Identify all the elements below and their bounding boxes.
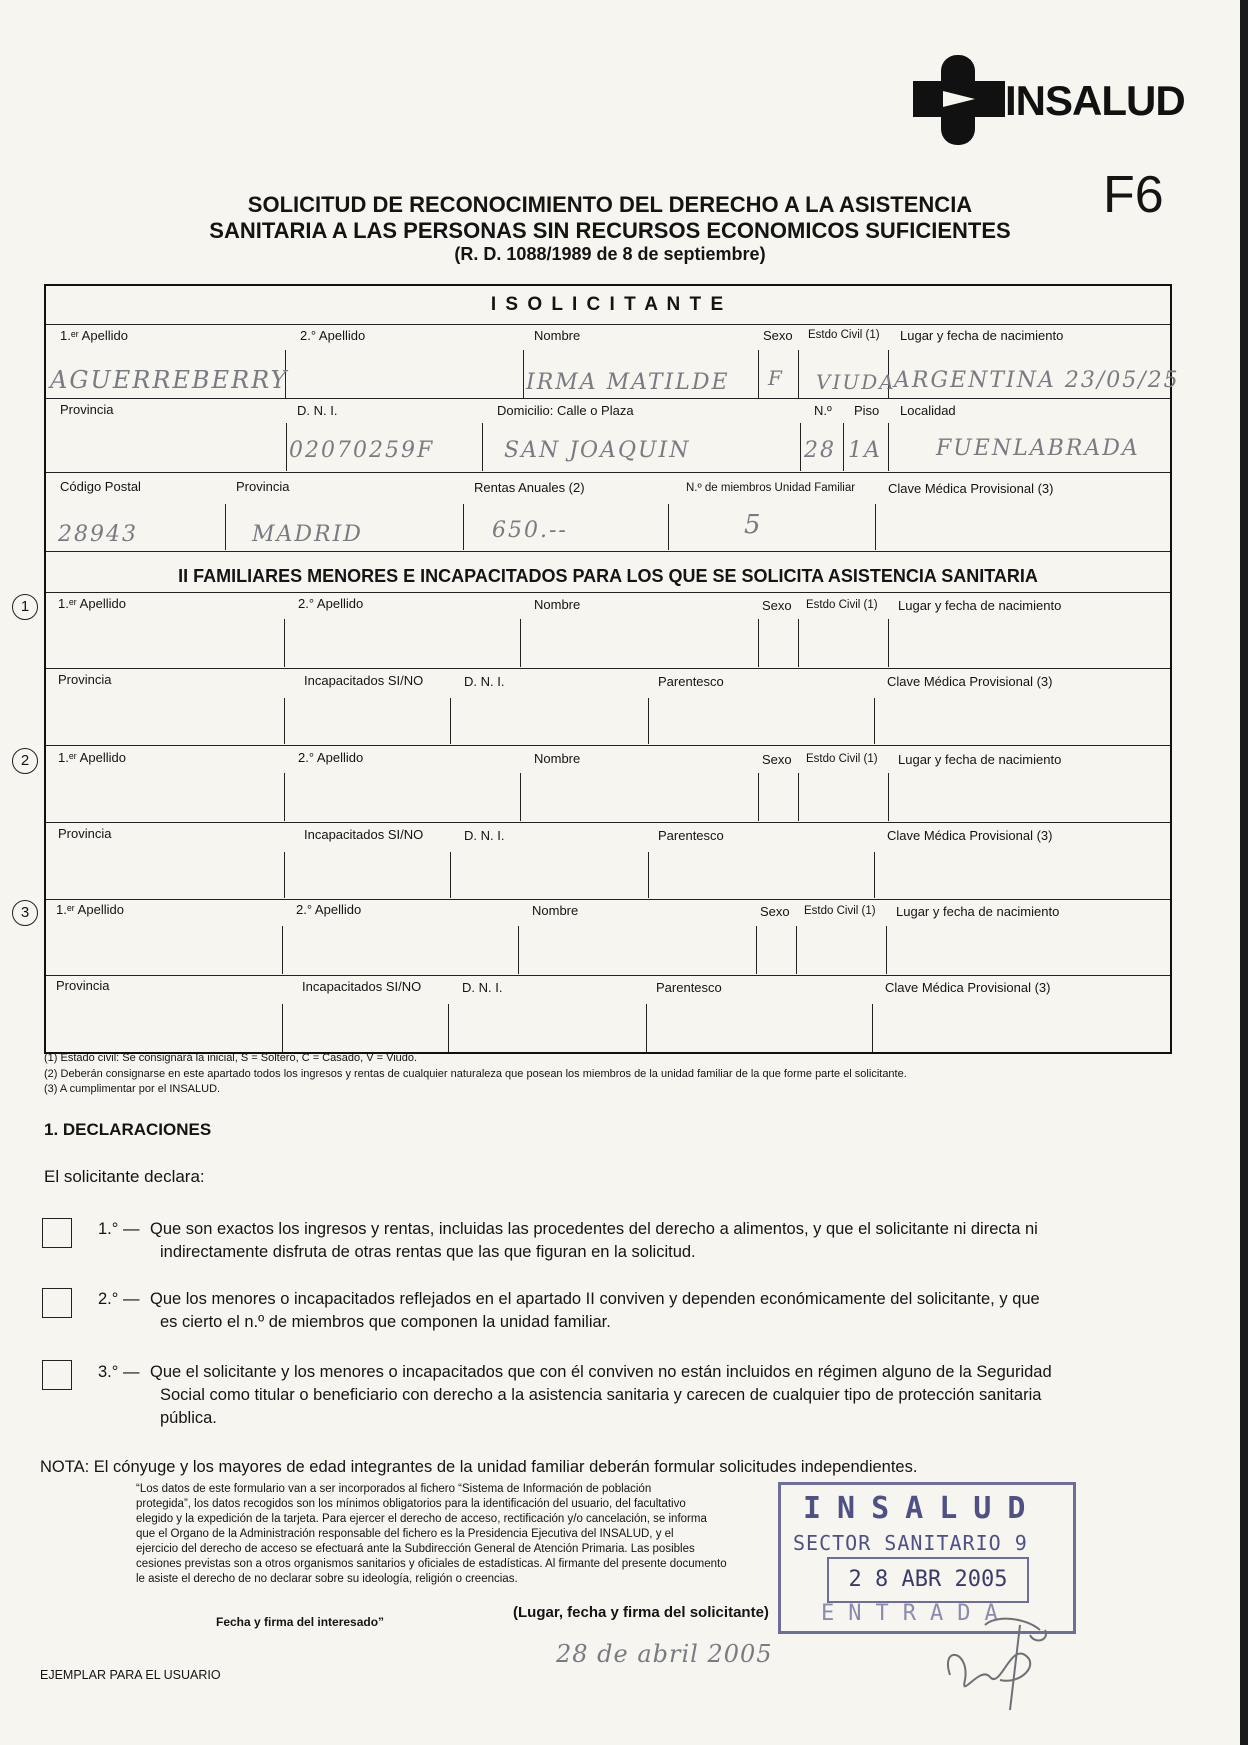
familiar3-label-incapacitados: Incapacitados SI/NO [302,979,422,994]
familiar2-label-estado-civil: Estdo Civil (1) [806,753,878,765]
title-line-1: SOLICITUD DE RECONOCIMIENTO DEL DERECHO A LA ASISTENCIA [247,192,973,217]
value-numero: 28 [804,438,836,463]
label-provincia: Provincia [60,402,114,417]
value-piso: 1A [848,438,882,463]
label-apellido2: 2.° Apellido [300,328,366,343]
declaration-3 [98,1361,1173,1430]
familiar1-label-estado-civil: Estdo Civil (1) [806,599,878,611]
declaration-3-line-1: Que el solicitante y los menores o incapacitados que con él conviven no están incluidos en régimen alguno de la Seguridad [150,1363,1052,1381]
declaraciones-heading: 1. DECLARACIONES [44,1120,212,1139]
privacy-line-7: le asiste el derecho de no declarar sobre su ideología, religión o creencias. [136,1573,518,1585]
familiar1-label-incapacitados: Incapacitados SI/NO [304,673,424,688]
label-apellido1: 1.ᵉʳ Apellido [60,328,128,343]
label-localidad: Localidad [900,403,956,418]
declaration-3-checkbox[interactable] [42,1360,72,1390]
declaration-2-line-2: es cierto el n.º de miembros que componen la unidad familiar. [160,1313,611,1331]
privacy-line-4: que el Organo de la Administración responsable del fichero es la Presidencia Ejecutiva del INSALUD, y el [136,1528,674,1540]
familiar1-label-provincia: Provincia [58,672,112,687]
familiar1-label-lugar-fecha: Lugar y fecha de nacimiento [898,598,1062,613]
label-lugar-fecha: Lugar y fecha de nacimiento [900,328,1064,343]
familiar3-label-provincia: Provincia [56,978,110,993]
value-dni: 02070259F [289,438,435,463]
footnote-3: (3) A cumplimentar por el INSALUD. [44,1083,221,1095]
familiar3-label-clave: Clave Médica Provisional (3) [885,980,1051,995]
declaration-2 [98,1288,1173,1334]
label-rentas: Rentas Anuales (2) [474,480,585,495]
familiar2-label-clave: Clave Médica Provisional (3) [887,828,1053,843]
form-code: F6 [1103,166,1164,224]
value-codigo-postal: 28943 [58,522,138,547]
declaration-1-line-2: indirectamente disfruta de otras rentas que las que figuran en la solicitud. [160,1243,696,1261]
familiar1-label-dni: D. N. I. [464,674,505,689]
label-numero: N.º [814,403,832,418]
form-table [20,284,1180,1054]
fecha-firma-interesado-label: Fecha y firma del interesado” [216,1615,385,1629]
familiar2-label-provincia: Provincia [58,826,112,841]
privacy-line-3: elegido y la expedición de la tarjeta. Para ejercer el derecho de acceso, rectificación y/o cancelación, se informa [136,1513,707,1525]
familiar3-label-sexo: Sexo [760,904,790,919]
familiar2-label-parentesco: Parentesco [658,828,724,843]
label-provincia-2: Provincia [236,479,290,494]
familiar1-label-apellido2: 2.° Apellido [298,596,364,611]
familiar2-label-nombre: Nombre [534,751,581,766]
declaration-1 [98,1218,1173,1264]
insalud-logo [913,55,1185,145]
privacy-line-6: cesiones previstas son a otros organismos sanitarios y oficiales de estadísticas. Al firmante del presente documento [136,1558,727,1570]
footnote-2: (2) Deberán consignarse en este apartado todos los ingresos y rentas de cualquier naturaleza que posean los miembros de la unidad familiar de la que forme parte el solicitante. [44,1068,907,1080]
nota: NOTA: El cónyuge y los mayores de edad integrantes de la unidad familiar deberán formular solicitudes independientes. [40,1458,918,1476]
lugar-fecha-firma-label: (Lugar, fecha y firma del solicitante) [513,1604,769,1621]
signature-icon [930,1605,1060,1715]
value-nombre: IRMA MATILDE [526,370,730,395]
declaration-1-number: 1.° — [98,1220,140,1238]
declaration-1-checkbox[interactable] [42,1218,72,1248]
familiar-number-2: 2 [12,748,38,774]
familiar2-label-apellido1: 1.ᵉʳ Apellido [58,750,126,765]
familiar3-label-apellido1: 1.ᵉʳ Apellido [56,902,124,917]
stamp-date: 2 8 ABR 2005 [827,1557,1029,1603]
label-estado-civil: Estdo Civil (1) [808,329,880,341]
value-localidad: FUENLABRADA [936,436,1140,461]
familiar1-label-clave: Clave Médica Provisional (3) [887,674,1053,689]
title-line-2: SANITARIA A LAS PERSONAS SIN RECURSOS ECONOMICOS SUFICIENTES [209,218,1011,243]
privacy-line-2: protegida”, los datos recogidos son los mínimos obligatorios para la identificación del usuario, del facultativo [136,1498,686,1510]
privacy-line-1: “Los datos de este formulario van a ser incorporados al fichero “Sistema de Información de población [136,1483,652,1495]
label-clave-medica: Clave Médica Provisional (3) [888,481,1054,496]
familiar1-label-parentesco: Parentesco [658,674,724,689]
value-apellido1: AGUERREBERRY [50,366,289,394]
declaration-1-line-1: Que son exactos los ingresos y rentas, incluidas las procedentes del derecho a alimentos, y que el solicitante ni directa ni [150,1220,1038,1238]
label-miembros: N.º de miembros Unidad Familiar [686,482,856,494]
section-familiares-heading: II FAMILIARES MENORES E INCAPACITADOS PARA LOS QUE SE SOLICITA ASISTENCIA SANITARIA [178,566,1038,586]
insalud-cross-icon [913,55,1005,145]
declaration-3-number: 3.° — [98,1363,140,1381]
declaration-2-line-1: Que los menores o incapacitados reflejados en el apartado II conviven y dependen económicamente del solicitante, y que [150,1290,1040,1308]
value-estado-civil: VIUDA [816,370,896,394]
privacy-line-5: ejercicio del derecho de acceso se efectuará ante la Subdirección General de Atención Primaria. Las posibles [136,1543,695,1555]
familiar2-label-sexo: Sexo [762,752,792,767]
label-sexo: Sexo [763,328,793,343]
section-solicitante-heading: I S O L I C I T A N T E [490,294,726,315]
value-sexo: F [768,366,784,390]
label-piso: Piso [854,403,880,418]
familiar3-label-parentesco: Parentesco [656,980,722,995]
familiar1-label-nombre: Nombre [534,597,581,612]
label-dni: D. N. I. [297,403,338,418]
handwritten-date: 28 de abril 2005 [556,1640,773,1668]
declaration-2-number: 2.° — [98,1290,140,1308]
title-line-3: (R. D. 1088/1989 de 8 de septiembre) [454,244,766,264]
declaration-3-line-2: Social como titular o beneficiario con derecho a la asistencia sanitaria y carecen de cualquier tipo de protección sanitaria [160,1386,1042,1404]
declaraciones-subheading: El solicitante declara: [44,1167,205,1186]
familiar1-label-sexo: Sexo [762,598,792,613]
familiar1-label-apellido1: 1.ᵉʳ Apellido [58,596,126,611]
logo-text: INSALUD [1005,77,1185,124]
stamp-entrada: ENTRADA [821,1601,1012,1626]
familiar2-label-dni: D. N. I. [464,828,505,843]
value-lugar-fecha: ARGENTINA 23/05/25 [894,368,1180,393]
label-domicilio: Domicilio: Calle o Plaza [497,403,634,418]
value-rentas: 650.-- [492,518,568,543]
privacy-notice [136,1482,776,1587]
value-provincia: MADRID [252,522,363,547]
scan-edge [1240,0,1248,1745]
value-domicilio: SAN JOAQUIN [504,438,691,463]
familiar3-label-nombre: Nombre [532,903,579,918]
familiar3-label-lugar-fecha: Lugar y fecha de nacimiento [896,904,1060,919]
familiar-number-3: 3 [12,900,38,926]
familiar-number-1: 1 [12,594,38,620]
footer-ejemplar: EJEMPLAR PARA EL USUARIO [40,1668,221,1682]
familiar2-label-lugar-fecha: Lugar y fecha de nacimiento [898,752,1062,767]
footnote-1: (1) Estado civil: Se consignará la inicial, S = Soltero, C = Casado, V = Viudo. [44,1052,418,1064]
label-nombre: Nombre [534,328,581,343]
declaration-2-checkbox[interactable] [42,1288,72,1318]
value-miembros: 5 [744,510,763,540]
familiar2-label-apellido2: 2.° Apellido [298,750,364,765]
familiar3-label-estado-civil: Estdo Civil (1) [804,905,876,917]
familiar3-label-apellido2: 2.° Apellido [296,902,362,917]
stamp-insalud: INSALUD [803,1491,1042,1526]
declaration-3-line-3: pública. [160,1409,217,1427]
familiar2-label-incapacitados: Incapacitados SI/NO [304,827,424,842]
stamp-sector: SECTOR SANITARIO 9 [793,1531,1028,1555]
label-codigo-postal: Código Postal [60,479,141,494]
familiar3-label-dni: D. N. I. [462,980,503,995]
